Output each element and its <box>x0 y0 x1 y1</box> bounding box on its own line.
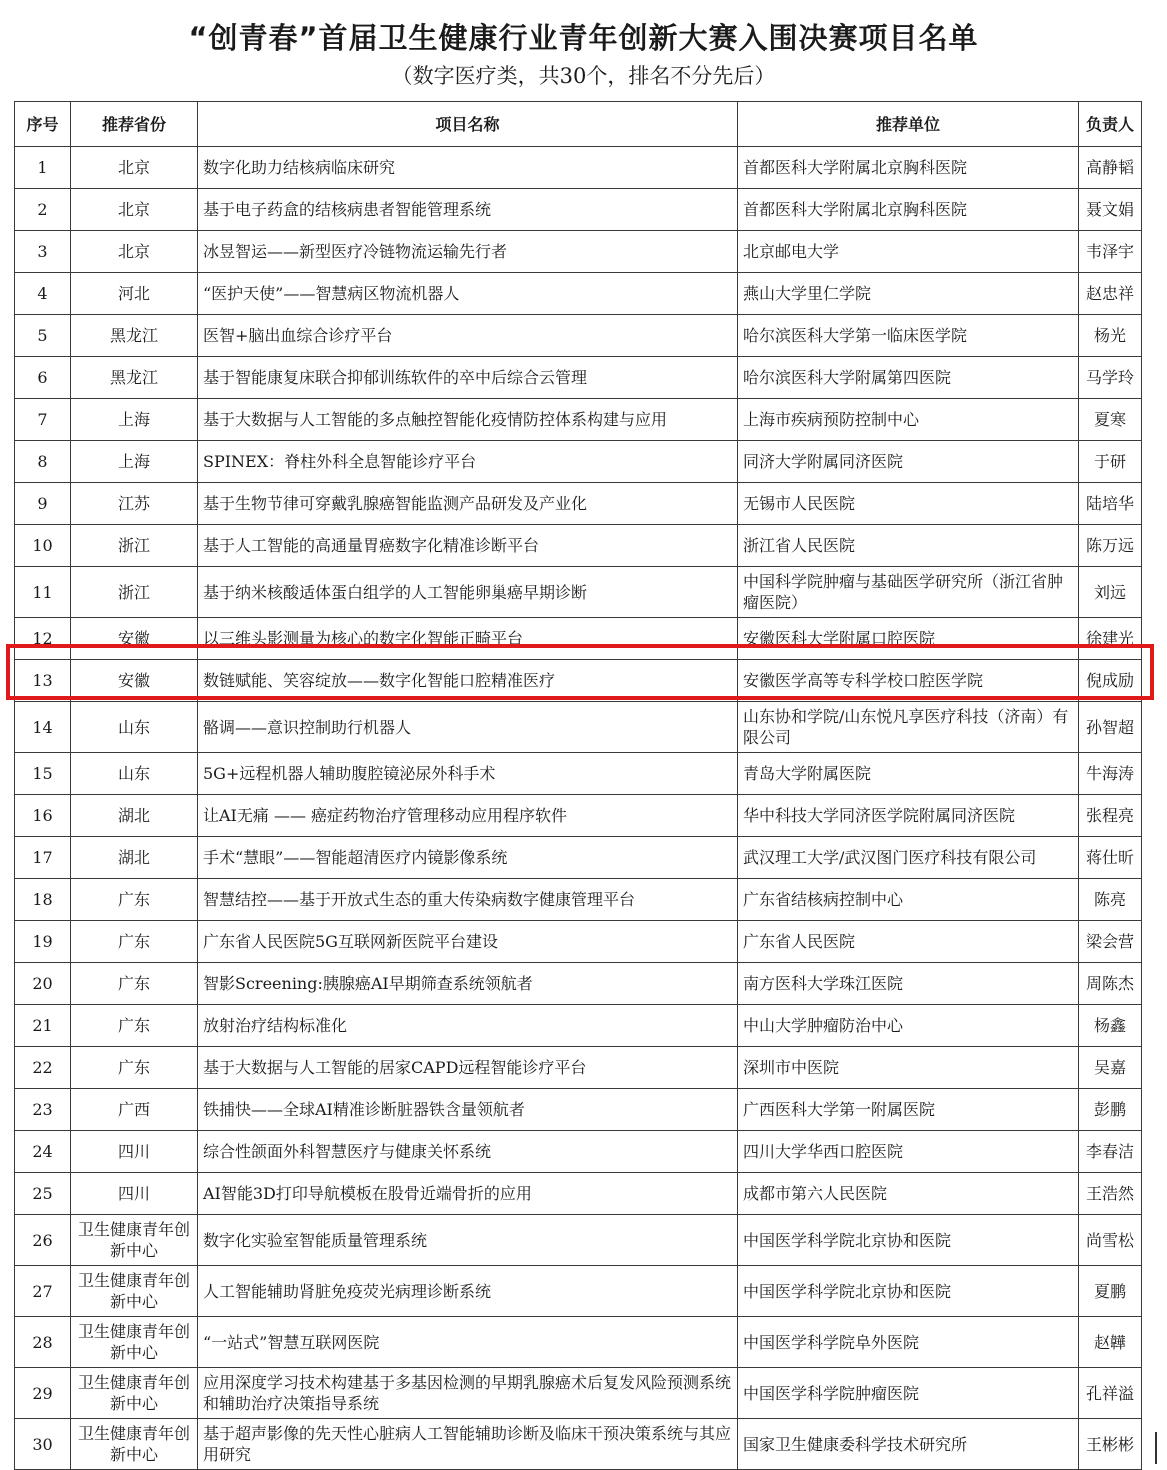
row-project-name: 冰昱智运——新型医疗冷链物流运输先行者 <box>198 231 738 273</box>
row-leader: 聂文娟 <box>1079 189 1142 231</box>
row-leader: 张程亮 <box>1079 795 1142 837</box>
row-province: 江苏 <box>71 483 198 525</box>
row-recommending-unit: 广东省人民医院 <box>738 921 1079 963</box>
table-row <box>15 618 1142 660</box>
table-header-row <box>15 102 1142 147</box>
row-recommending-unit: 中国医学科学院肿瘤医院 <box>738 1368 1079 1419</box>
row-province: 北京 <box>71 147 198 189</box>
table-row <box>15 273 1142 315</box>
row-province: 上海 <box>71 399 198 441</box>
row-province: 上海 <box>71 441 198 483</box>
row-number: 3 <box>15 231 71 273</box>
row-recommending-unit: 华中科技大学同济医学院附属同济医院 <box>738 795 1079 837</box>
table-row <box>15 1215 1142 1266</box>
table-row <box>15 795 1142 837</box>
row-project-name: AI智能3D打印导航模板在股骨近端骨折的应用 <box>198 1173 738 1215</box>
row-recommending-unit: 北京邮电大学 <box>738 231 1079 273</box>
row-number: 10 <box>15 525 71 567</box>
row-leader: 吴嘉 <box>1079 1047 1142 1089</box>
row-number: 22 <box>15 1047 71 1089</box>
row-number: 1 <box>15 147 71 189</box>
row-province: 黑龙江 <box>71 357 198 399</box>
row-leader: 牛海涛 <box>1079 753 1142 795</box>
row-recommending-unit: 安徽医科大学附属口腔医院 <box>738 618 1079 660</box>
row-leader: 于研 <box>1079 441 1142 483</box>
row-number: 24 <box>15 1131 71 1173</box>
row-leader: 孔祥溢 <box>1079 1368 1142 1419</box>
row-number: 21 <box>15 1005 71 1047</box>
column-header-unit: 推荐单位 <box>738 102 1079 147</box>
row-leader: 王浩然 <box>1079 1173 1142 1215</box>
row-project-name: 基于智能康复床联合抑郁训练软件的卒中后综合云管理 <box>198 357 738 399</box>
row-number: 16 <box>15 795 71 837</box>
row-project-name: 放射治疗结构标准化 <box>198 1005 738 1047</box>
row-project-name: 以三维头影测量为核心的数字化智能正畸平台 <box>198 618 738 660</box>
row-leader: 梁会营 <box>1079 921 1142 963</box>
row-leader: 孙智超 <box>1079 702 1142 753</box>
row-province: 广西 <box>71 1089 198 1131</box>
row-leader: 高静韬 <box>1079 147 1142 189</box>
row-project-name: 基于超声影像的先天性心脏病人工智能辅助诊断及临床干预决策系统与其应用研究 <box>198 1419 738 1470</box>
row-number: 4 <box>15 273 71 315</box>
row-number: 5 <box>15 315 71 357</box>
table-row <box>15 189 1142 231</box>
row-recommending-unit: 山东协和学院/山东悦凡享医疗科技（济南）有限公司 <box>738 702 1079 753</box>
table-row <box>15 525 1142 567</box>
row-number: 9 <box>15 483 71 525</box>
column-header-leader: 负责人 <box>1079 102 1142 147</box>
row-leader: 陈亮 <box>1079 879 1142 921</box>
row-province: 湖北 <box>71 837 198 879</box>
table-row <box>15 1089 1142 1131</box>
row-leader: 彭鹏 <box>1079 1089 1142 1131</box>
row-project-name: 让AI无痛 —— 癌症药物治疗管理移动应用程序软件 <box>198 795 738 837</box>
row-leader: 夏寒 <box>1079 399 1142 441</box>
row-province: 卫生健康青年创新中心 <box>71 1419 198 1470</box>
row-province: 广东 <box>71 1005 198 1047</box>
row-leader: 杨鑫 <box>1079 1005 1142 1047</box>
row-recommending-unit: 青岛大学附属医院 <box>738 753 1079 795</box>
table-row <box>15 1419 1142 1470</box>
row-number: 14 <box>15 702 71 753</box>
row-number: 18 <box>15 879 71 921</box>
row-recommending-unit: 中国医学科学院北京协和医院 <box>738 1215 1079 1266</box>
row-recommending-unit: 深圳市中医院 <box>738 1047 1079 1089</box>
row-number: 17 <box>15 837 71 879</box>
row-leader: 赵韡 <box>1079 1317 1142 1368</box>
row-number: 8 <box>15 441 71 483</box>
row-province: 卫生健康青年创新中心 <box>71 1317 198 1368</box>
row-leader: 杨光 <box>1079 315 1142 357</box>
row-project-name: “医护天使”——智慧病区物流机器人 <box>198 273 738 315</box>
row-project-name: 基于大数据与人工智能的多点触控智能化疫情防控体系构建与应用 <box>198 399 738 441</box>
table-row <box>15 963 1142 1005</box>
row-province: 卫生健康青年创新中心 <box>71 1266 198 1317</box>
row-leader: 李春洁 <box>1079 1131 1142 1173</box>
row-project-name: “一站式”智慧互联网医院 <box>198 1317 738 1368</box>
table-row <box>15 399 1142 441</box>
row-number: 26 <box>15 1215 71 1266</box>
row-project-name: 基于纳米核酸适体蛋白组学的人工智能卵巢癌早期诊断 <box>198 567 738 618</box>
row-recommending-unit: 四川大学华西口腔医院 <box>738 1131 1079 1173</box>
row-recommending-unit: 中国医学科学院阜外医院 <box>738 1317 1079 1368</box>
row-number: 2 <box>15 189 71 231</box>
row-project-name: 骼调——意识控制助行机器人 <box>198 702 738 753</box>
row-province: 山东 <box>71 702 198 753</box>
row-project-name: 铁捕快——全球AI精准诊断脏器铁含量领航者 <box>198 1089 738 1131</box>
row-number: 20 <box>15 963 71 1005</box>
row-project-name: 综合性颌面外科智慧医疗与健康关怀系统 <box>198 1131 738 1173</box>
row-number: 12 <box>15 618 71 660</box>
row-project-name: 数链赋能、笑容绽放——数字化智能口腔精准医疗 <box>198 660 738 702</box>
row-leader: 马学玲 <box>1079 357 1142 399</box>
row-recommending-unit: 南方医科大学珠江医院 <box>738 963 1079 1005</box>
row-leader: 陆培华 <box>1079 483 1142 525</box>
row-recommending-unit: 成都市第六人民医院 <box>738 1173 1079 1215</box>
row-recommending-unit: 燕山大学里仁学院 <box>738 273 1079 315</box>
row-province: 广东 <box>71 921 198 963</box>
row-province: 山东 <box>71 753 198 795</box>
row-number: 29 <box>15 1368 71 1419</box>
row-recommending-unit: 武汉理工大学/武汉图门医疗科技有限公司 <box>738 837 1079 879</box>
table-row <box>15 567 1142 618</box>
column-header-province: 推荐省份 <box>71 102 198 147</box>
row-province: 北京 <box>71 189 198 231</box>
edge-mark <box>1155 1432 1157 1464</box>
row-project-name: 数字化实验室智能质量管理系统 <box>198 1215 738 1266</box>
row-province: 四川 <box>71 1173 198 1215</box>
row-recommending-unit: 安徽医学高等专科学校口腔医学院 <box>738 660 1079 702</box>
row-number: 7 <box>15 399 71 441</box>
row-recommending-unit: 同济大学附属同济医院 <box>738 441 1079 483</box>
row-leader: 蒋仕昕 <box>1079 837 1142 879</box>
table-row <box>15 147 1142 189</box>
row-leader: 徐建光 <box>1079 618 1142 660</box>
column-header-project: 项目名称 <box>198 102 738 147</box>
row-number: 15 <box>15 753 71 795</box>
row-leader: 夏鹏 <box>1079 1266 1142 1317</box>
row-leader: 尚雪松 <box>1079 1215 1142 1266</box>
row-province: 浙江 <box>71 525 198 567</box>
row-project-name: 基于人工智能的高通量胃癌数字化精准诊断平台 <box>198 525 738 567</box>
row-recommending-unit: 首都医科大学附属北京胸科医院 <box>738 147 1079 189</box>
table-row <box>15 441 1142 483</box>
table-row <box>15 1047 1142 1089</box>
table-row <box>15 315 1142 357</box>
row-number: 28 <box>15 1317 71 1368</box>
row-leader: 王彬彬 <box>1079 1419 1142 1470</box>
row-project-name: 应用深度学习技术构建基于多基因检测的早期乳腺癌术后复发风险预测系统和辅助治疗决策指导系统 <box>198 1368 738 1419</box>
table-row <box>15 1266 1142 1317</box>
column-header-no: 序号 <box>15 102 71 147</box>
row-project-name: 数字化助力结核病临床研究 <box>198 147 738 189</box>
row-province: 北京 <box>71 231 198 273</box>
row-leader: 刘远 <box>1079 567 1142 618</box>
row-recommending-unit: 中山大学肿瘤防治中心 <box>738 1005 1079 1047</box>
table-row <box>15 231 1142 273</box>
row-province: 河北 <box>71 273 198 315</box>
row-project-name: 广东省人民医院5G互联网新医院平台建设 <box>198 921 738 963</box>
row-leader: 赵忠祥 <box>1079 273 1142 315</box>
row-leader: 陈万远 <box>1079 525 1142 567</box>
row-number: 13 <box>15 660 71 702</box>
table-row <box>15 1173 1142 1215</box>
row-project-name: 手术“慧眼”——智能超清医疗内镜影像系统 <box>198 837 738 879</box>
row-province: 卫生健康青年创新中心 <box>71 1368 198 1419</box>
row-number: 11 <box>15 567 71 618</box>
table-row <box>15 921 1142 963</box>
table-row <box>15 357 1142 399</box>
row-project-name: 智慧结控——基于开放式生态的重大传染病数字健康管理平台 <box>198 879 738 921</box>
row-province: 浙江 <box>71 567 198 618</box>
table-row <box>15 483 1142 525</box>
row-leader: 韦泽宇 <box>1079 231 1142 273</box>
table-row <box>15 1368 1142 1419</box>
row-province: 安徽 <box>71 618 198 660</box>
row-province: 安徽 <box>71 660 198 702</box>
row-project-name: 人工智能辅助肾脏免疫荧光病理诊断系统 <box>198 1266 738 1317</box>
row-recommending-unit: 中国医学科学院北京协和医院 <box>738 1266 1079 1317</box>
row-recommending-unit: 哈尔滨医科大学第一临床医学院 <box>738 315 1079 357</box>
row-number: 19 <box>15 921 71 963</box>
row-recommending-unit: 广东省结核病控制中心 <box>738 879 1079 921</box>
row-recommending-unit: 中国科学院肿瘤与基础医学研究所（浙江省肿瘤医院） <box>738 567 1079 618</box>
row-province: 广东 <box>71 879 198 921</box>
table-row <box>15 1131 1142 1173</box>
row-project-name: SPINEX：脊柱外科全息智能诊疗平台 <box>198 441 738 483</box>
table-row <box>15 879 1142 921</box>
row-province: 卫生健康青年创新中心 <box>71 1215 198 1266</box>
row-project-name: 基于电子药盒的结核病患者智能管理系统 <box>198 189 738 231</box>
project-table <box>14 101 1142 1470</box>
table-row <box>15 702 1142 753</box>
row-province: 广东 <box>71 1047 198 1089</box>
row-number: 27 <box>15 1266 71 1317</box>
table-row <box>15 1317 1142 1368</box>
row-project-name: 5G+远程机器人辅助腹腔镜泌尿外科手术 <box>198 753 738 795</box>
row-number: 30 <box>15 1419 71 1470</box>
row-project-name: 医智+脑出血综合诊疗平台 <box>198 315 738 357</box>
row-recommending-unit: 广西医科大学第一附属医院 <box>738 1089 1079 1131</box>
row-recommending-unit: 哈尔滨医科大学附属第四医院 <box>738 357 1079 399</box>
row-recommending-unit: 浙江省人民医院 <box>738 525 1079 567</box>
table-row <box>15 753 1142 795</box>
row-number: 23 <box>15 1089 71 1131</box>
row-recommending-unit: 上海市疾病预防控制中心 <box>738 399 1079 441</box>
row-province: 湖北 <box>71 795 198 837</box>
table-row <box>15 837 1142 879</box>
page-title: “创青春”首届卫生健康行业青年创新大赛入围决赛项目名单 <box>188 21 979 55</box>
row-project-name: 基于生物节律可穿戴乳腺癌智能监测产品研发及产业化 <box>198 483 738 525</box>
row-number: 6 <box>15 357 71 399</box>
row-project-name: 智影Screening:胰腺癌AI早期筛查系统领航者 <box>198 963 738 1005</box>
table-row <box>15 1005 1142 1047</box>
row-recommending-unit: 首都医科大学附属北京胸科医院 <box>738 189 1079 231</box>
row-province: 四川 <box>71 1131 198 1173</box>
row-province: 黑龙江 <box>71 315 198 357</box>
row-recommending-unit: 无锡市人民医院 <box>738 483 1079 525</box>
page-subtitle: （数字医疗类，共30个，排名不分先后） <box>391 64 776 88</box>
table-row <box>15 660 1142 702</box>
row-recommending-unit: 国家卫生健康委科学技术研究所 <box>738 1419 1079 1470</box>
row-number: 25 <box>15 1173 71 1215</box>
row-project-name: 基于大数据与人工智能的居家CAPD远程智能诊疗平台 <box>198 1047 738 1089</box>
row-leader: 倪成励 <box>1079 660 1142 702</box>
row-leader: 周陈杰 <box>1079 963 1142 1005</box>
row-province: 广东 <box>71 963 198 1005</box>
